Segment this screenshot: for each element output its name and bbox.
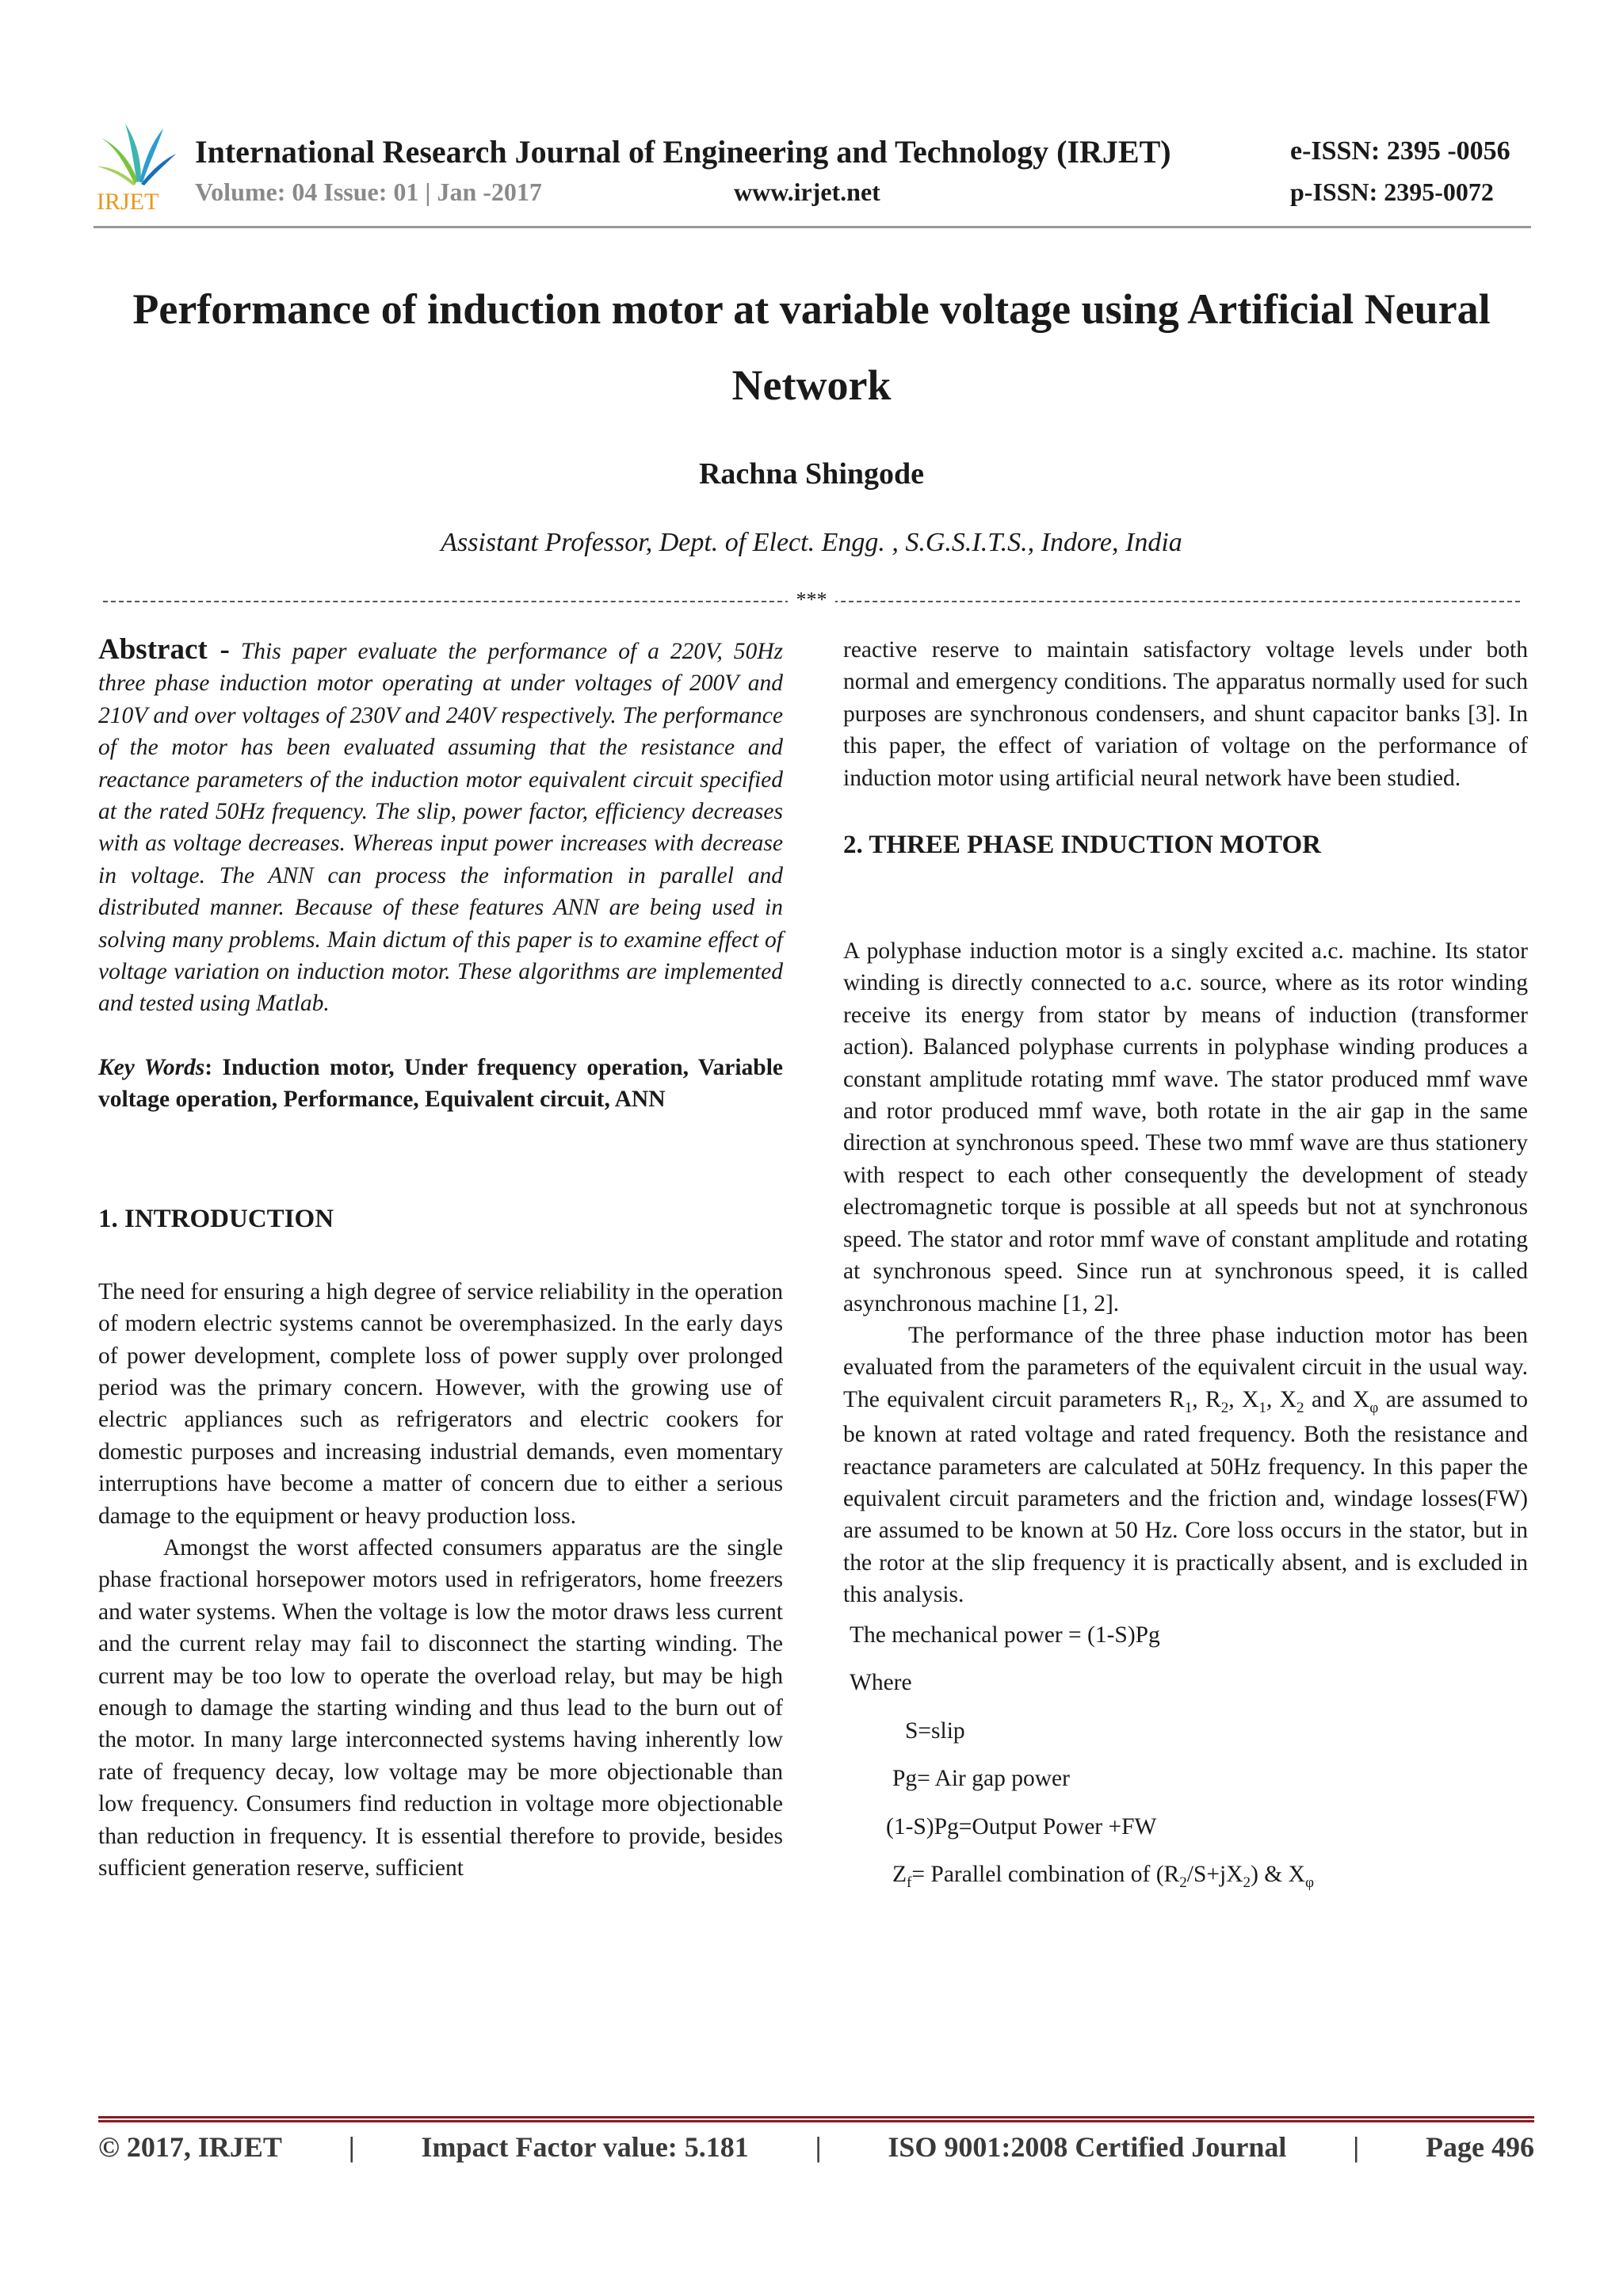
p-issn: p-ISSN: 2395-0072 [1290, 178, 1494, 206]
author-affiliation: Assistant Professor, Dept. of Elect. Engg. , S.G.S.I.T.S., Indore, India [441, 528, 1182, 557]
leaf-icon [97, 124, 176, 185]
keywords-label: Key Words [98, 1054, 205, 1080]
author-name: Rachna Shingode [698, 457, 925, 491]
header-divider [94, 226, 1531, 228]
intro-paragraph-1: The need for ensuring a high degree of service reliability in the operation of modern electric systems cannot be overemphasized. In the early days of power development, complete loss of power supply over prolonged period was the primary concern. However, with the growing use of electric appliances such as refrigerators and electric cookers for domestic purposes and increasing industrial demands, even momentary interruptions have become a matter of concern due to either a serious damage to the equipment or heavy production loss. [98, 1278, 783, 1529]
footer-divider [98, 2116, 1534, 2122]
footer-impact-factor: Impact Factor value: 5.181 [421, 2131, 749, 2163]
footer-separator: | [348, 2131, 355, 2163]
e-issn: e-ISSN: 2395 -0056 [1290, 136, 1510, 166]
separator-stars: *** [788, 588, 835, 612]
keywords [98, 1052, 783, 1116]
logo-text: IRJET [97, 189, 159, 212]
abstract-text: This paper evaluate the performance of a 220V, 50Hz three phase induction motor operating at under voltages of 200V and 210V and over voltages of 230V and 240V respectively. The performance of the motor has been evaluated assuming that the resistance and reactance parameters of the induction motor equivalent circuit specified at the rated 50Hz frequency. The slip, power factor, efficiency decreases with as voltage decreases. Whereas input power increases with decrease in voltage. The ANN can process the information in parallel and distributed manner. Because of these features ANN are being used in solving many problems. Main dictum of this paper is to examine effect of voltage variation on induction motor. These algorithms are implemented and tested using Matlab. [98, 639, 783, 1017]
motor-paragraph-2: The performance of the three phase induction motor has been evaluated from the parameters of the equivalent circuit in the usual way. The equivalent circuit parameters $R_1$, $R_2$, $X_1$, $X_2$ and $X_\varphi$ are assumed to be known at rated voltage and rated frequency. Both the resistance and reactance parameters are calculated at 50Hz frequency. In this paper the equivalent circuit parameters and the friction and, windage losses(FW) are assumed to be known at 50 Hz. Core loss occurs in the stator, but in the rotor at the slip frequency it is practically absent, and is excluded in this analysis. [843, 1322, 1529, 1608]
footer-separator: | [815, 2131, 822, 2163]
definition-output-power: (1-S)Pg=Output Power +FW [886, 1813, 1157, 1839]
definition-air-gap-power: Pg= Air gap power [892, 1766, 1070, 1792]
journal-title: International Research Journal of Engineering and Technology (IRJET) [195, 134, 1171, 170]
abstract [98, 634, 783, 1020]
section-heading-introduction: 1. INTRODUCTION [98, 1204, 334, 1233]
section-heading-three-phase-induction-motor: 2. THREE PHASE INDUCTION MOTOR [843, 831, 1321, 860]
paper-title: Performance of induction motor at variable voltage using Artificial Neural Network [132, 285, 1491, 409]
keywords-text: : Induction motor, Under frequency operation, Variable voltage operation, Performance, Equivalent circuit, ANN [98, 1054, 783, 1113]
footer-separator: | [1353, 2131, 1360, 2163]
website-link[interactable]: www.irjet.net [734, 178, 880, 206]
equation-block [843, 1611, 1528, 1902]
intro-paragraph-2-continued: reactive reserve to maintain satisfactory voltage levels under both normal and emergency conditions. The apparatus normally used for such purposes are synchronous condensers, and shunt capacitor banks [3]. In this paper, the effect of variation of voltage on the performance of induction motor using artificial neural network have been studied. [843, 637, 1528, 791]
footer-copyright: © 2017, IRJET [98, 2131, 282, 2163]
footer-iso: ISO 9001:2008 Certified Journal [888, 2131, 1287, 2163]
definition-slip: S=slip [905, 1717, 965, 1744]
irjet-logo [94, 117, 181, 212]
definition-zf: $Z_f=$ Parallel combination of $(R_2/S+jX_2)$ & $X_\varphi$ [892, 1862, 1314, 1892]
motor-paragraph-1: A polyphase induction motor is a singly excited a.c. machine. Its stator winding is directly connected to a.c. source, where as its rotor winding receive its energy from stator by means of induction (transformer action). Balanced polyphase currents in polyphase winding produces a constant amplitude rotating mmf wave. The stator produced mmf wave and rotor produced mmf wave, both rotate in the air gap in the same direction at synchronous speed. These two mmf wave are thus stationery with respect to each other consequently the development of steady electromagnetic torque is possible at all speeds but not at synchronous speed. The stator and rotor mmf wave of constant amplitude and rotating at synchronous speed. Since run at synchronous speed, it is called asynchronous machine [1, 2]. [843, 938, 1528, 1316]
volume-issue: Volume: 04 Issue: 01 | Jan -2017 [195, 178, 542, 206]
abstract-label: Abstract - [98, 633, 230, 666]
page-footer [98, 2130, 1534, 2164]
left-column [98, 634, 783, 1884]
right-column [843, 634, 1528, 1902]
mechanical-power-equation: The mechanical power = (1-S)Pg [850, 1622, 1160, 1648]
where-label: Where [850, 1670, 912, 1696]
footer-page-number: Page 496 [1425, 2131, 1534, 2163]
intro-paragraph-2: Amongst the worst affected consumers apparatus are the single phase fractional horsepower motors used in refrigerators, home freezers and water systems. When the voltage is low the motor draws less current and the current relay may fail to disconnect the starting winding. The current may be too low to operate the overload relay, but may be high enough to damage the starting winding and thus lead to the burn out of the motor. In many large interconnected systems having inherently low rate of frequency decay, low voltage may be more objectionable than low frequency. Consumers find reduction in voltage more objectionable than reduction in frequency. It is essential therefore to provide, besides sufficient generation reserve, sufficient [98, 1534, 783, 1881]
